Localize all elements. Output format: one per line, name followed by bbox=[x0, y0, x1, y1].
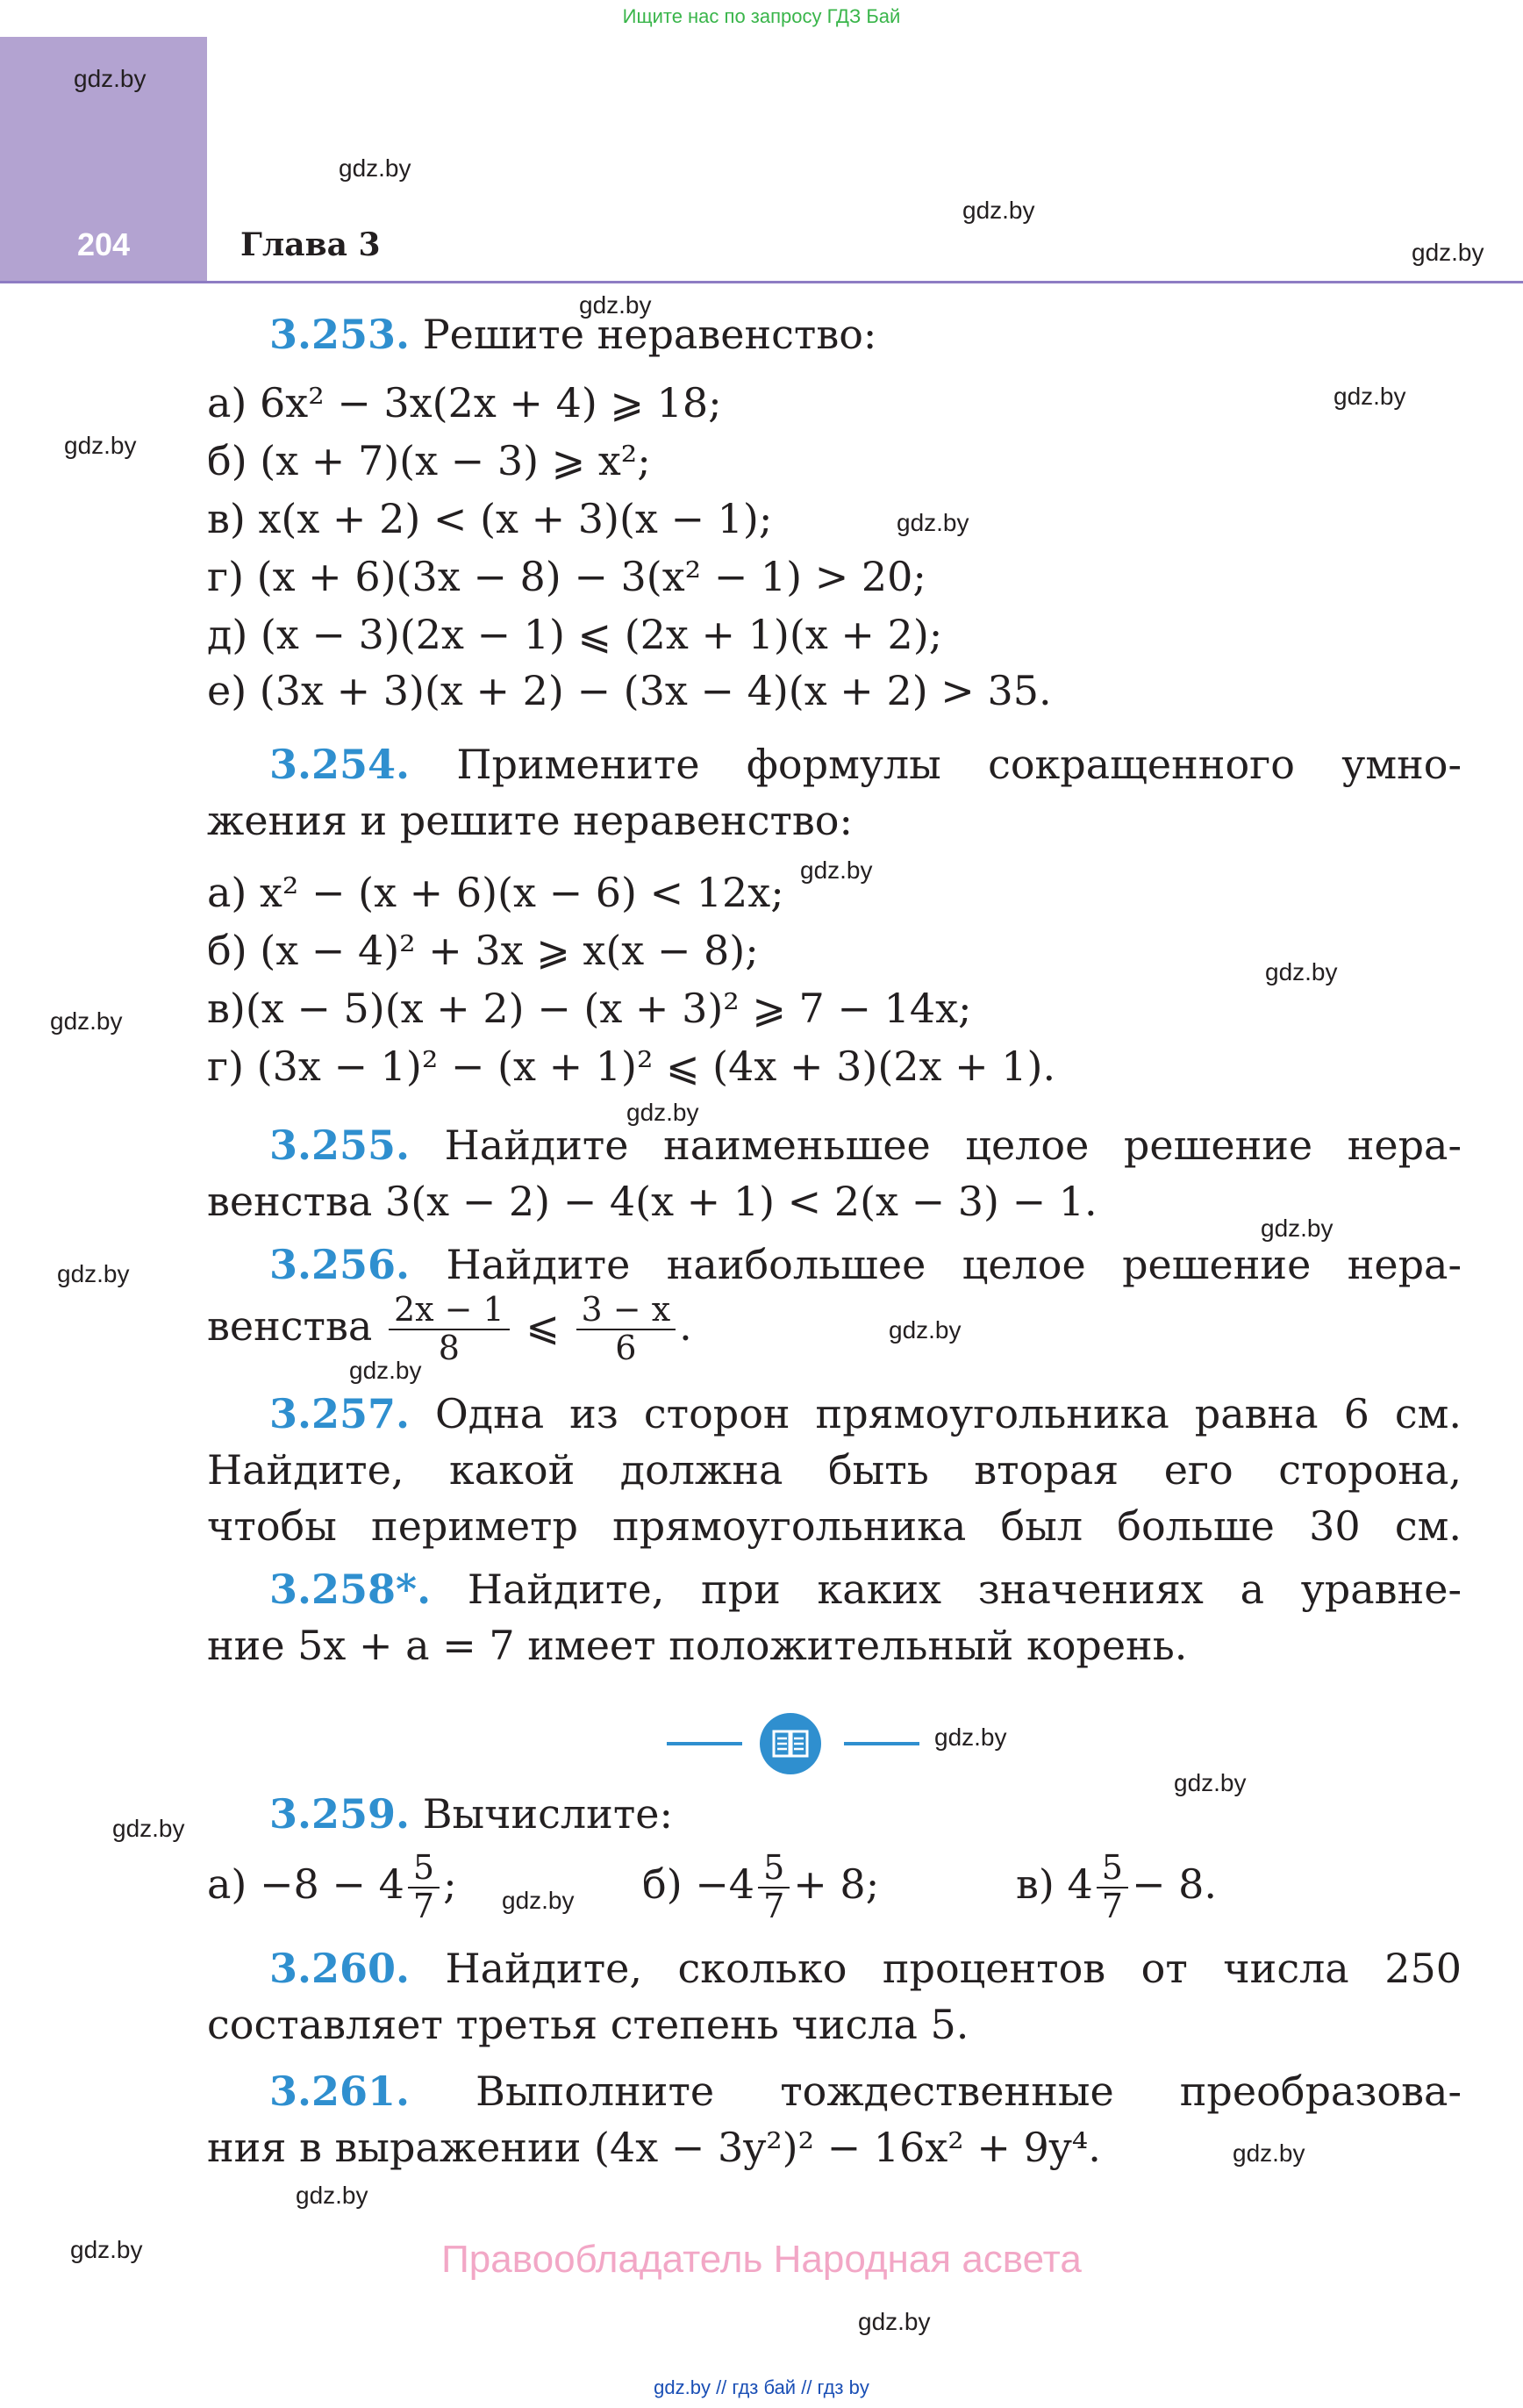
watermark: gdz.by bbox=[64, 432, 137, 459]
watermark: gdz.by bbox=[296, 2182, 368, 2209]
problem-3-257-line1 bbox=[207, 1390, 1462, 1437]
watermark: gdz.by bbox=[74, 65, 147, 92]
fraction-denominator: 7 bbox=[763, 1886, 785, 1925]
problem-3-255-line1 bbox=[207, 1122, 1462, 1169]
problem-number: 3.255. bbox=[269, 1122, 411, 1169]
watermark: gdz.by bbox=[50, 1007, 123, 1035]
problem-3-253-item-b: б) (x + 7)(x − 3) ⩾ x²; bbox=[207, 437, 651, 484]
problem-number: 3.261. bbox=[269, 2068, 411, 2115]
watermark: gdz.by bbox=[579, 291, 652, 319]
expression-end: ; bbox=[443, 1860, 457, 1908]
fraction-denominator: 7 bbox=[1101, 1886, 1123, 1925]
top-banner: Ищите нас по запросу ГДЗ Бай bbox=[622, 5, 901, 27]
problem-3-254-line1 bbox=[207, 741, 1462, 788]
problem-text: Решите неравенство: bbox=[422, 311, 877, 358]
problem-text: Одна из сторон прямоугольника равна 6 см. bbox=[435, 1390, 1462, 1437]
expression: −8 − 4 bbox=[260, 1860, 404, 1908]
watermark: gdz.by bbox=[934, 1724, 1007, 1751]
problem-3-253-item-c: в) x(x + 2) < (x + 3)(x − 1); bbox=[207, 495, 773, 542]
expression-end: + 8; bbox=[793, 1860, 880, 1908]
problem-text: Вычислите: bbox=[422, 1790, 673, 1838]
watermark: gdz.by bbox=[112, 1815, 185, 1842]
problem-number: 3.256. bbox=[269, 1241, 411, 1288]
problem-3-256-line1 bbox=[207, 1241, 1462, 1288]
header-rule bbox=[0, 281, 1523, 283]
watermark: gdz.by bbox=[858, 2308, 931, 2335]
watermark: gdz.by bbox=[70, 2236, 143, 2263]
problem-3-254-item-a: а) x² − (x + 6)(x − 6) < 12x; bbox=[207, 869, 784, 916]
watermark: gdz.by bbox=[626, 1099, 699, 1126]
footer-links[interactable]: gdz.by // гдз бай // гдз by bbox=[654, 2376, 869, 2398]
problem-3-257-line3: чтобы периметр прямоугольника был больше 30 см. bbox=[207, 1502, 1462, 1550]
problem-3-254-line2: жения и решите неравенство: bbox=[207, 797, 853, 844]
book-icon bbox=[760, 1713, 821, 1774]
item-label: б) bbox=[642, 1860, 683, 1908]
copyright-notice: Правообладатель Народная асвета bbox=[441, 2238, 1082, 2281]
problem-3-260-line2: составляет третья степень числа 5. bbox=[207, 2001, 969, 2048]
watermark: gdz.by bbox=[502, 1887, 575, 1914]
fraction-numerator: 5 bbox=[758, 1850, 790, 1888]
problem-3-259-item-c bbox=[1016, 1850, 1217, 1925]
item-label: а) bbox=[207, 1860, 247, 1908]
fraction-denominator: 7 bbox=[412, 1886, 435, 1925]
problem-3-258-line1 bbox=[207, 1566, 1462, 1613]
fraction-denominator: 8 bbox=[438, 1328, 460, 1367]
divider-line-right bbox=[844, 1742, 919, 1745]
watermark: gdz.by bbox=[800, 856, 873, 884]
problem-3-259-item-a bbox=[207, 1850, 457, 1925]
problem-text: Найдите наименьшее целое решение нера- bbox=[444, 1122, 1462, 1169]
problem-3-259-heading bbox=[269, 1790, 673, 1838]
watermark: gdz.by bbox=[1233, 2139, 1305, 2167]
watermark: gdz.by bbox=[1174, 1769, 1247, 1796]
problem-3-253-item-d: г) (x + 6)(3x − 8) − 3(x² − 1) > 20; bbox=[207, 553, 926, 600]
watermark: gdz.by bbox=[897, 509, 969, 536]
problem-number: 3.257. bbox=[269, 1390, 411, 1437]
watermark: gdz.by bbox=[349, 1357, 422, 1384]
problem-text: венства bbox=[207, 1301, 373, 1350]
watermark: gdz.by bbox=[1265, 958, 1338, 985]
problem-text: Найдите, сколько процентов от числа 250 bbox=[445, 1945, 1462, 1992]
item-label: в) bbox=[1016, 1860, 1055, 1908]
expression: −4 bbox=[695, 1860, 755, 1908]
watermark: gdz.by bbox=[1261, 1215, 1334, 1242]
watermark: gdz.by bbox=[339, 154, 411, 182]
problem-3-261-line2: ния в выражении (4x − 3y²)² − 16x² + 9y⁴. bbox=[207, 2124, 1101, 2171]
page-number: 204 bbox=[76, 226, 131, 262]
watermark: gdz.by bbox=[962, 197, 1035, 224]
problem-number: 3.259. bbox=[269, 1790, 411, 1838]
problem-number: 3.253. bbox=[269, 311, 411, 358]
problem-3-260-line1 bbox=[207, 1945, 1462, 1992]
problem-text: Найдите, при каких значениях a уравне- bbox=[467, 1566, 1462, 1613]
problem-3-261-line1 bbox=[207, 2068, 1462, 2115]
problem-3-253-item-e: д) (x − 3)(2x − 1) ⩽ (2x + 1)(x + 2); bbox=[207, 611, 943, 658]
problem-3-255-line2: венства 3(x − 2) − 4(x + 1) < 2(x − 3) − 1. bbox=[207, 1178, 1098, 1225]
problem-number: 3.260. bbox=[269, 1945, 411, 1992]
watermark: gdz.by bbox=[1412, 239, 1484, 266]
problem-3-254-item-b: б) (x − 4)² + 3x ⩾ x(x − 8); bbox=[207, 927, 759, 974]
watermark: gdz.by bbox=[57, 1260, 130, 1287]
problem-number: 3.254. bbox=[269, 741, 411, 788]
watermark: gdz.by bbox=[889, 1316, 962, 1344]
problem-3-257-line2: Найдите, какой должна быть вторая его сторона, bbox=[207, 1446, 1462, 1494]
expression: 4 bbox=[1067, 1860, 1093, 1908]
problem-3-254-item-c: в)(x − 5)(x + 2) − (x + 3)² ⩾ 7 − 14x; bbox=[207, 985, 972, 1032]
problem-text: Найдите наибольшее целое решение нера- bbox=[446, 1241, 1462, 1288]
fraction-numerator: 3 − x bbox=[576, 1292, 676, 1330]
book-icon-graphic bbox=[760, 1713, 821, 1774]
problem-number: 3.258*. bbox=[269, 1566, 432, 1613]
fraction-denominator: 6 bbox=[615, 1328, 637, 1367]
fraction-numerator: 2x − 1 bbox=[389, 1292, 510, 1330]
problem-3-256-line2 bbox=[207, 1292, 692, 1367]
chapter-title: Глава 3 bbox=[240, 226, 381, 263]
fraction bbox=[576, 1292, 676, 1367]
problem-3-258-line2: ние 5x + a = 7 имеет положительный корень. bbox=[207, 1622, 1188, 1669]
period: . bbox=[679, 1301, 692, 1350]
problem-3-253-heading bbox=[269, 311, 876, 358]
problem-text: Примените формулы сокращенного умно- bbox=[456, 741, 1462, 788]
problem-text: Выполните тождественные преобразова- bbox=[475, 2068, 1462, 2115]
watermark: gdz.by bbox=[1334, 383, 1406, 410]
fraction bbox=[389, 1292, 510, 1367]
problem-3-254-item-d: г) (3x − 1)² − (x + 1)² ⩽ (4x + 3)(2x + 1). bbox=[207, 1043, 1056, 1090]
fraction bbox=[758, 1850, 790, 1925]
problem-3-253-item-f: е) (3x + 3)(x + 2) − (3x − 4)(x + 2) > 35. bbox=[207, 667, 1052, 714]
fraction-numerator: 5 bbox=[408, 1850, 440, 1888]
inequality-sign: ⩽ bbox=[526, 1301, 560, 1350]
fraction-numerator: 5 bbox=[1097, 1850, 1128, 1888]
expression-end: − 8. bbox=[1131, 1860, 1217, 1908]
fraction bbox=[408, 1850, 440, 1925]
problem-3-259-item-b bbox=[642, 1850, 879, 1925]
fraction bbox=[1097, 1850, 1128, 1925]
problem-3-253-item-a: а) 6x² − 3x(2x + 4) ⩾ 18; bbox=[207, 379, 722, 426]
divider-line-left bbox=[667, 1742, 742, 1745]
